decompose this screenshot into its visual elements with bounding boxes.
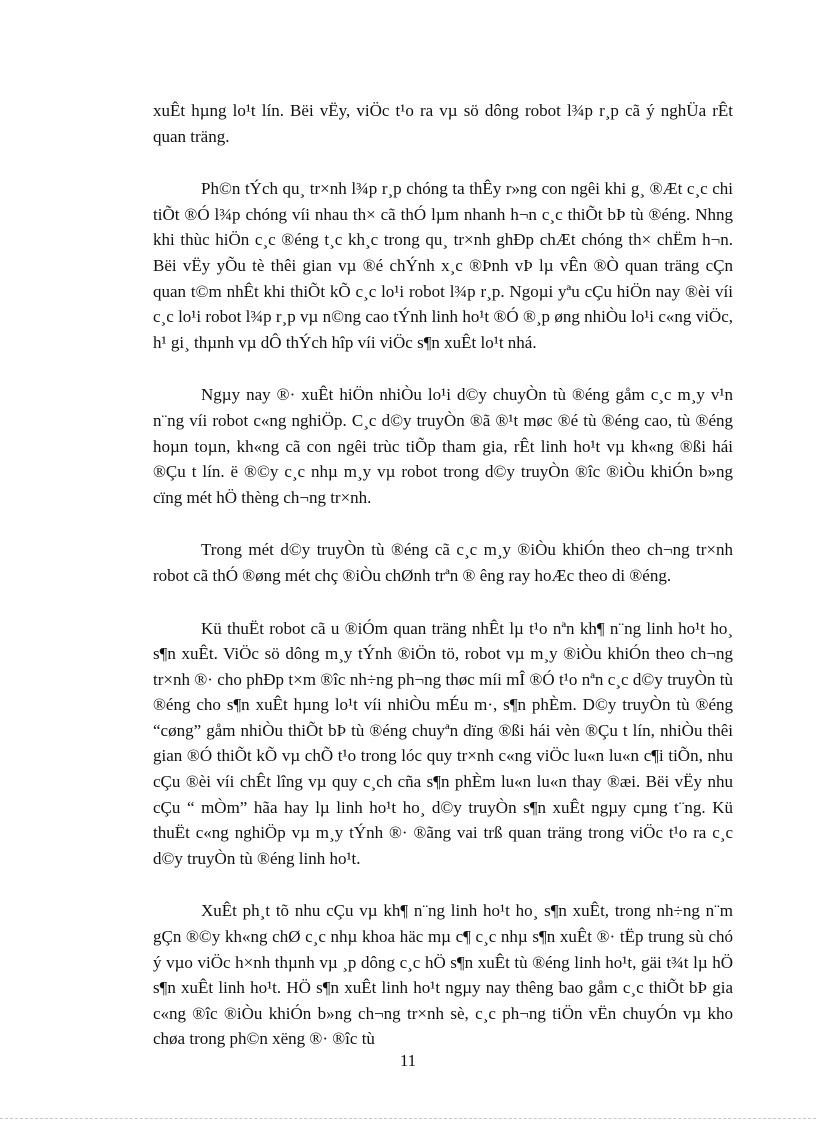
paragraph-5: Kü thuËt robot cã u ®iÓm quan träng nhÊt lµ t¹o nªn kh¶ n¨ng linh ho¹t ho¸ s¶n xuÊt. ViÖc sö dông m¸y tÝnh ®iÖn tö, robot vµ m¸y ®iÒu khiÓn theo ch¬ng tr×nh ®· cho phÐp t×m ®îc nh÷ng ph¬ng thøc míi mÎ ®Ó t¹o nªn c¸c d©y truyÒn tù ®éng cho s¶n xuÊt hµng lo¹t víi nhiÒu mÉu m·, s¶n phÈm. D©y truyÒn tù ®éng “cøng” gåm nhiÒu thiÕt bÞ tù ®éng chuyªn dïng ®ßi hái vèn ®Çu t lín, nhiÒu thêi gian ®Ó thiÕt kÕ vµ chÕ t¹o trong lóc quy tr×nh c«ng viÖc lu«n lu«n c¶i tiÕn, nhu cÇu ®èi víi chÊt lîng vµ quy c¸ch cña s¶n phÈm lu«n lu«n thay ®æi. Bëi vËy nhu cÇu “ mÒm” hãa hay lµ linh ho¹t ho¸ d©y truyÒn s¶n xuÊt ngµy cµng t¨ng. Kü thuËt c«ng nghiÖp vµ m¸y tÝnh ®· ®ãng vai trß quan träng trong viÖc t¹o ra c¸c d©y truyÒn tù ®éng linh ho¹t. [153, 618, 733, 868]
paragraph-4: Trong mét d©y truyÒn tù ®éng cã c¸c m¸y ®iÒu khiÓn theo ch¬ng tr×nh robot cã thÓ ®øng mét chç ®iÒu chØnh trªn ® êng ray hoÆc theo di ®éng. [153, 540, 733, 585]
document-page [153, 98, 733, 1079]
paragraph-1: xuÊt hµng lo¹t lín. Bëi vËy, viÖc t¹o ra vµ sö dông robot l¾p r¸p cã ý nghÜa rÊt quan träng. [153, 101, 733, 146]
paragraph-3: Ngµy nay ®· xuÊt hiÖn nhiÒu lo¹i d©y chuyÒn tù ®éng gåm c¸c m¸y v¹n n¨ng víi robot c«ng nghiÖp. C¸c d©y truyÒn ®ã ®¹t møc ®é tù ®éng cao, tù ®éng hoµn toµn, kh«ng cã con ngêi trùc tiÕp tham gia, rÊt linh ho¹t vµ kh«ng ®ßi hái ®Çu t lín. ë ®©y c¸c nhµ m¸y vµ robot trong d©y truyÒn ®îc ®iÒu khiÓn b»ng cïng mét hÖ thèng ch¬ng tr×nh. [153, 385, 733, 507]
paragraph-2: Ph©n tÝch qu¸ tr×nh l¾p r¸p chóng ta thÊy r»ng con ngêi khi g¸ ®Æt c¸c chi tiÕt ®Ó l¾p chóng víi nhau th× cã thÓ lµm nhanh h¬n c¸c thiÕt bÞ tù ®éng. Nhng khi thùc hiÖn c¸c ®éng t¸c kh¸c trong qu¸ tr×nh ghÐp chÆt chóng th× chËm h¬n. Bëi vËy yÕu tè thêi gian vµ ®é chÝnh x¸c ®Þnh vÞ lµ vÊn ®Ò quan träng cÇn quan t©m nhÊt khi thiÕt kÕ c¸c lo¹i robot l¾p r¸p. Ngoµi yªu cÇu hiÖn nay ®èi víi c¸c lo¹i robot l¾p r¸p vµ n©ng cao tÝnh linh ho¹t ®Ó ®¸p øng nhiÒu lo¹i c«ng viÖc, h¹ gi¸ thµnh vµ dÔ thÝch hîp víi viÖc s¶n xuÊt lo¹t nhá. [153, 179, 733, 352]
paragraph-6: XuÊt ph¸t tõ nhu cÇu vµ kh¶ n¨ng linh ho¹t ho¸ s¶n xuÊt, trong nh÷ng n¨m gÇn ®©y kh«ng chØ c¸c nhµ khoa häc mµ c¶ c¸c nhµ s¶n xuÊt ®· tËp trung sù chó ý vµo viÖc h×nh thµnh vµ ¸p dông c¸c hÖ s¶n xuÊt tù ®éng linh ho¹t, gäi t¾t lµ hÖ s¶n xuÊt linh ho¹t. HÖ s¶n xuÊt linh ho¹t ngµy nay thêng bao gåm c¸c thiÕt bÞ gia c«ng ®îc ®iÒu khiÓn b»ng ch¬ng tr×nh sè, c¸c ph¬ng tiÖn vËn chuyÓn vµ kho chøa trong ph©n xëng ®· ®îc tù [153, 901, 733, 1049]
page-bottom-divider [0, 1118, 816, 1119]
page-number: 11 [399, 1051, 417, 1070]
